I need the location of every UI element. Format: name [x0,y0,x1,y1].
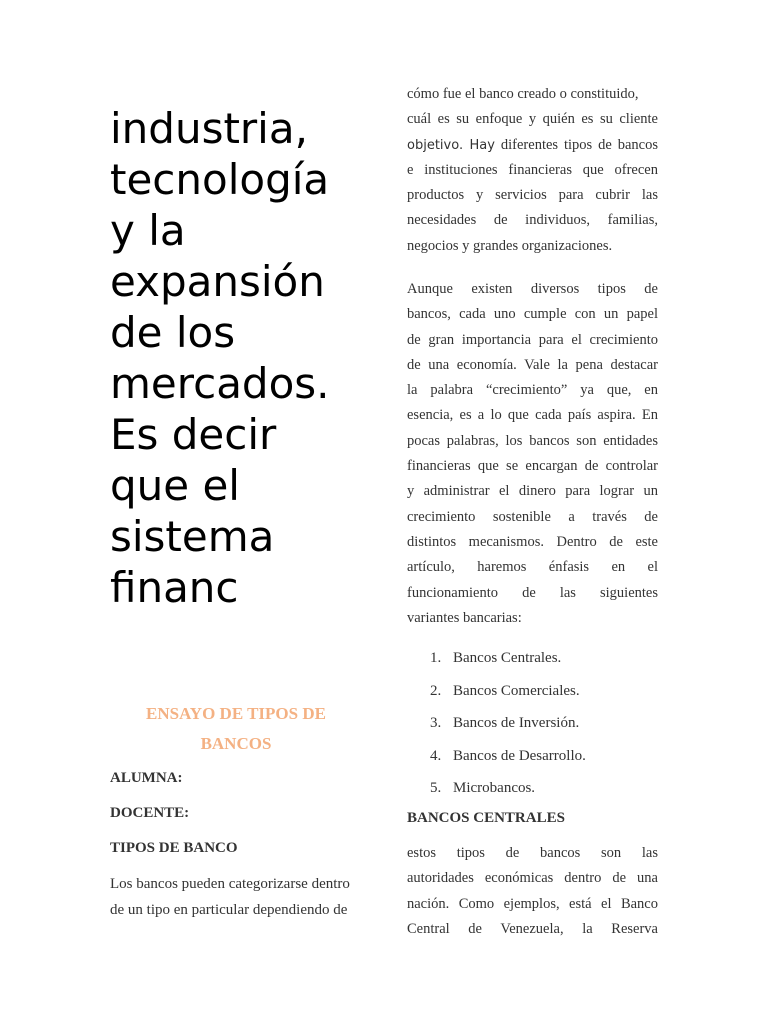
paragraph-line: nación. Como ejemplos, está el Banco [407,895,658,912]
paragraph-line: cuál es su enfoque y quién es su cliente [407,111,658,128]
paragraph-line: crecimiento sostenible a través de [407,508,658,525]
paragraph-line: Aunque existen diversos tipos de [407,281,658,297]
heading-line: expansión [110,257,325,306]
paragraph-line: artículo, haremos énfasis en el [407,559,658,576]
list-label: Bancos de Inversión. [453,715,580,731]
list-number: 3. [430,715,442,731]
heading-line: mercados. [110,359,330,408]
big-heading [110,103,370,613]
paragraph-line: de un tipo en particular dependiendo de [110,902,348,918]
paragraph-line: de una economía. Vale la pena destacar [407,356,658,373]
right-paragraph-3 [407,841,658,942]
list-item [430,744,586,777]
paragraph-line: Central de Venezuela, la Reserva [407,920,658,937]
paragraph-line: la palabra “crecimiento” ya que, en [407,382,658,399]
paragraph-line: productos y servicios para cubrir las [407,187,658,204]
list-label: Bancos Centrales. [453,650,562,666]
list-item [430,679,586,712]
paragraph-line: financieras que se encargan de controlar [407,458,658,475]
list-number: 1. [430,650,442,666]
list-label: Bancos Comerciales. [453,682,580,699]
paragraph-line: pocas palabras, los bancos son entidades [407,432,658,449]
paragraph-line: cómo fue el banco creado o constituido, [407,86,639,102]
list-item [430,646,586,679]
intro-paragraph [110,871,362,923]
paragraph-line: Los bancos pueden categorizarse dentro [110,876,350,892]
alumna-label: ALUMNA: [110,770,183,786]
paragraph-line: distintos mecanismos. Dentro de este [407,533,658,550]
list-label: Microbancos. [453,780,536,796]
essay-title-line: BANCOS [200,734,272,753]
paragraph-line: necesidades de individuos, familias, [407,212,658,229]
paragraph-line: e instituciones financieras que ofrecen [407,161,658,178]
bancos-centrales-heading: BANCOS CENTRALES [407,810,565,826]
paragraph-line: autoridades económicas dentro de una [407,870,658,887]
heading-line: financ [110,563,239,612]
paragraph-line: negocios y grandes organizaciones. [407,237,613,254]
heading-line: tecnología [110,155,330,204]
paragraph-line: bancos, cada uno cumple con un papel [407,306,658,323]
list-item [430,776,586,809]
heading-line: y la [110,206,186,255]
tipos-de-banco-heading: TIPOS DE BANCO [110,840,238,856]
heading-line: sistema [110,512,275,561]
heading-line: de los [110,308,236,357]
essay-title [110,699,362,759]
docente-label: DOCENTE: [110,805,190,821]
heading-line: que el [110,461,240,510]
paragraph-line: estos tipos de bancos son las [407,845,658,861]
sans-fragment: objetivo. Hay [407,137,495,153]
list-number: 5. [430,780,442,796]
paragraph-line: de gran importancia para el crecimiento [407,331,658,348]
heading-line: Es decir [110,410,277,459]
right-paragraph-2 [407,277,658,631]
text-fragment: diferentes tipos de bancos [494,136,658,153]
paragraph-line: variantes bancarias: [407,609,522,626]
paragraph-line: esencia, es a lo que cada país aspira. En [407,407,658,424]
heading-line: industria, [110,104,308,153]
right-paragraph-1 [407,82,658,259]
list-number: 2. [430,682,442,699]
bank-types-list [430,646,586,809]
essay-title-line: ENSAYO DE TIPOS DE [146,704,326,723]
paragraph-line: y administrar el dinero para lograr un [407,483,658,500]
paragraph-line [407,133,658,158]
list-label: Bancos de Desarrollo. [453,747,586,764]
list-number: 4. [430,747,442,764]
paragraph-line: funcionamiento de las siguientes [407,584,658,601]
list-item [430,711,586,744]
